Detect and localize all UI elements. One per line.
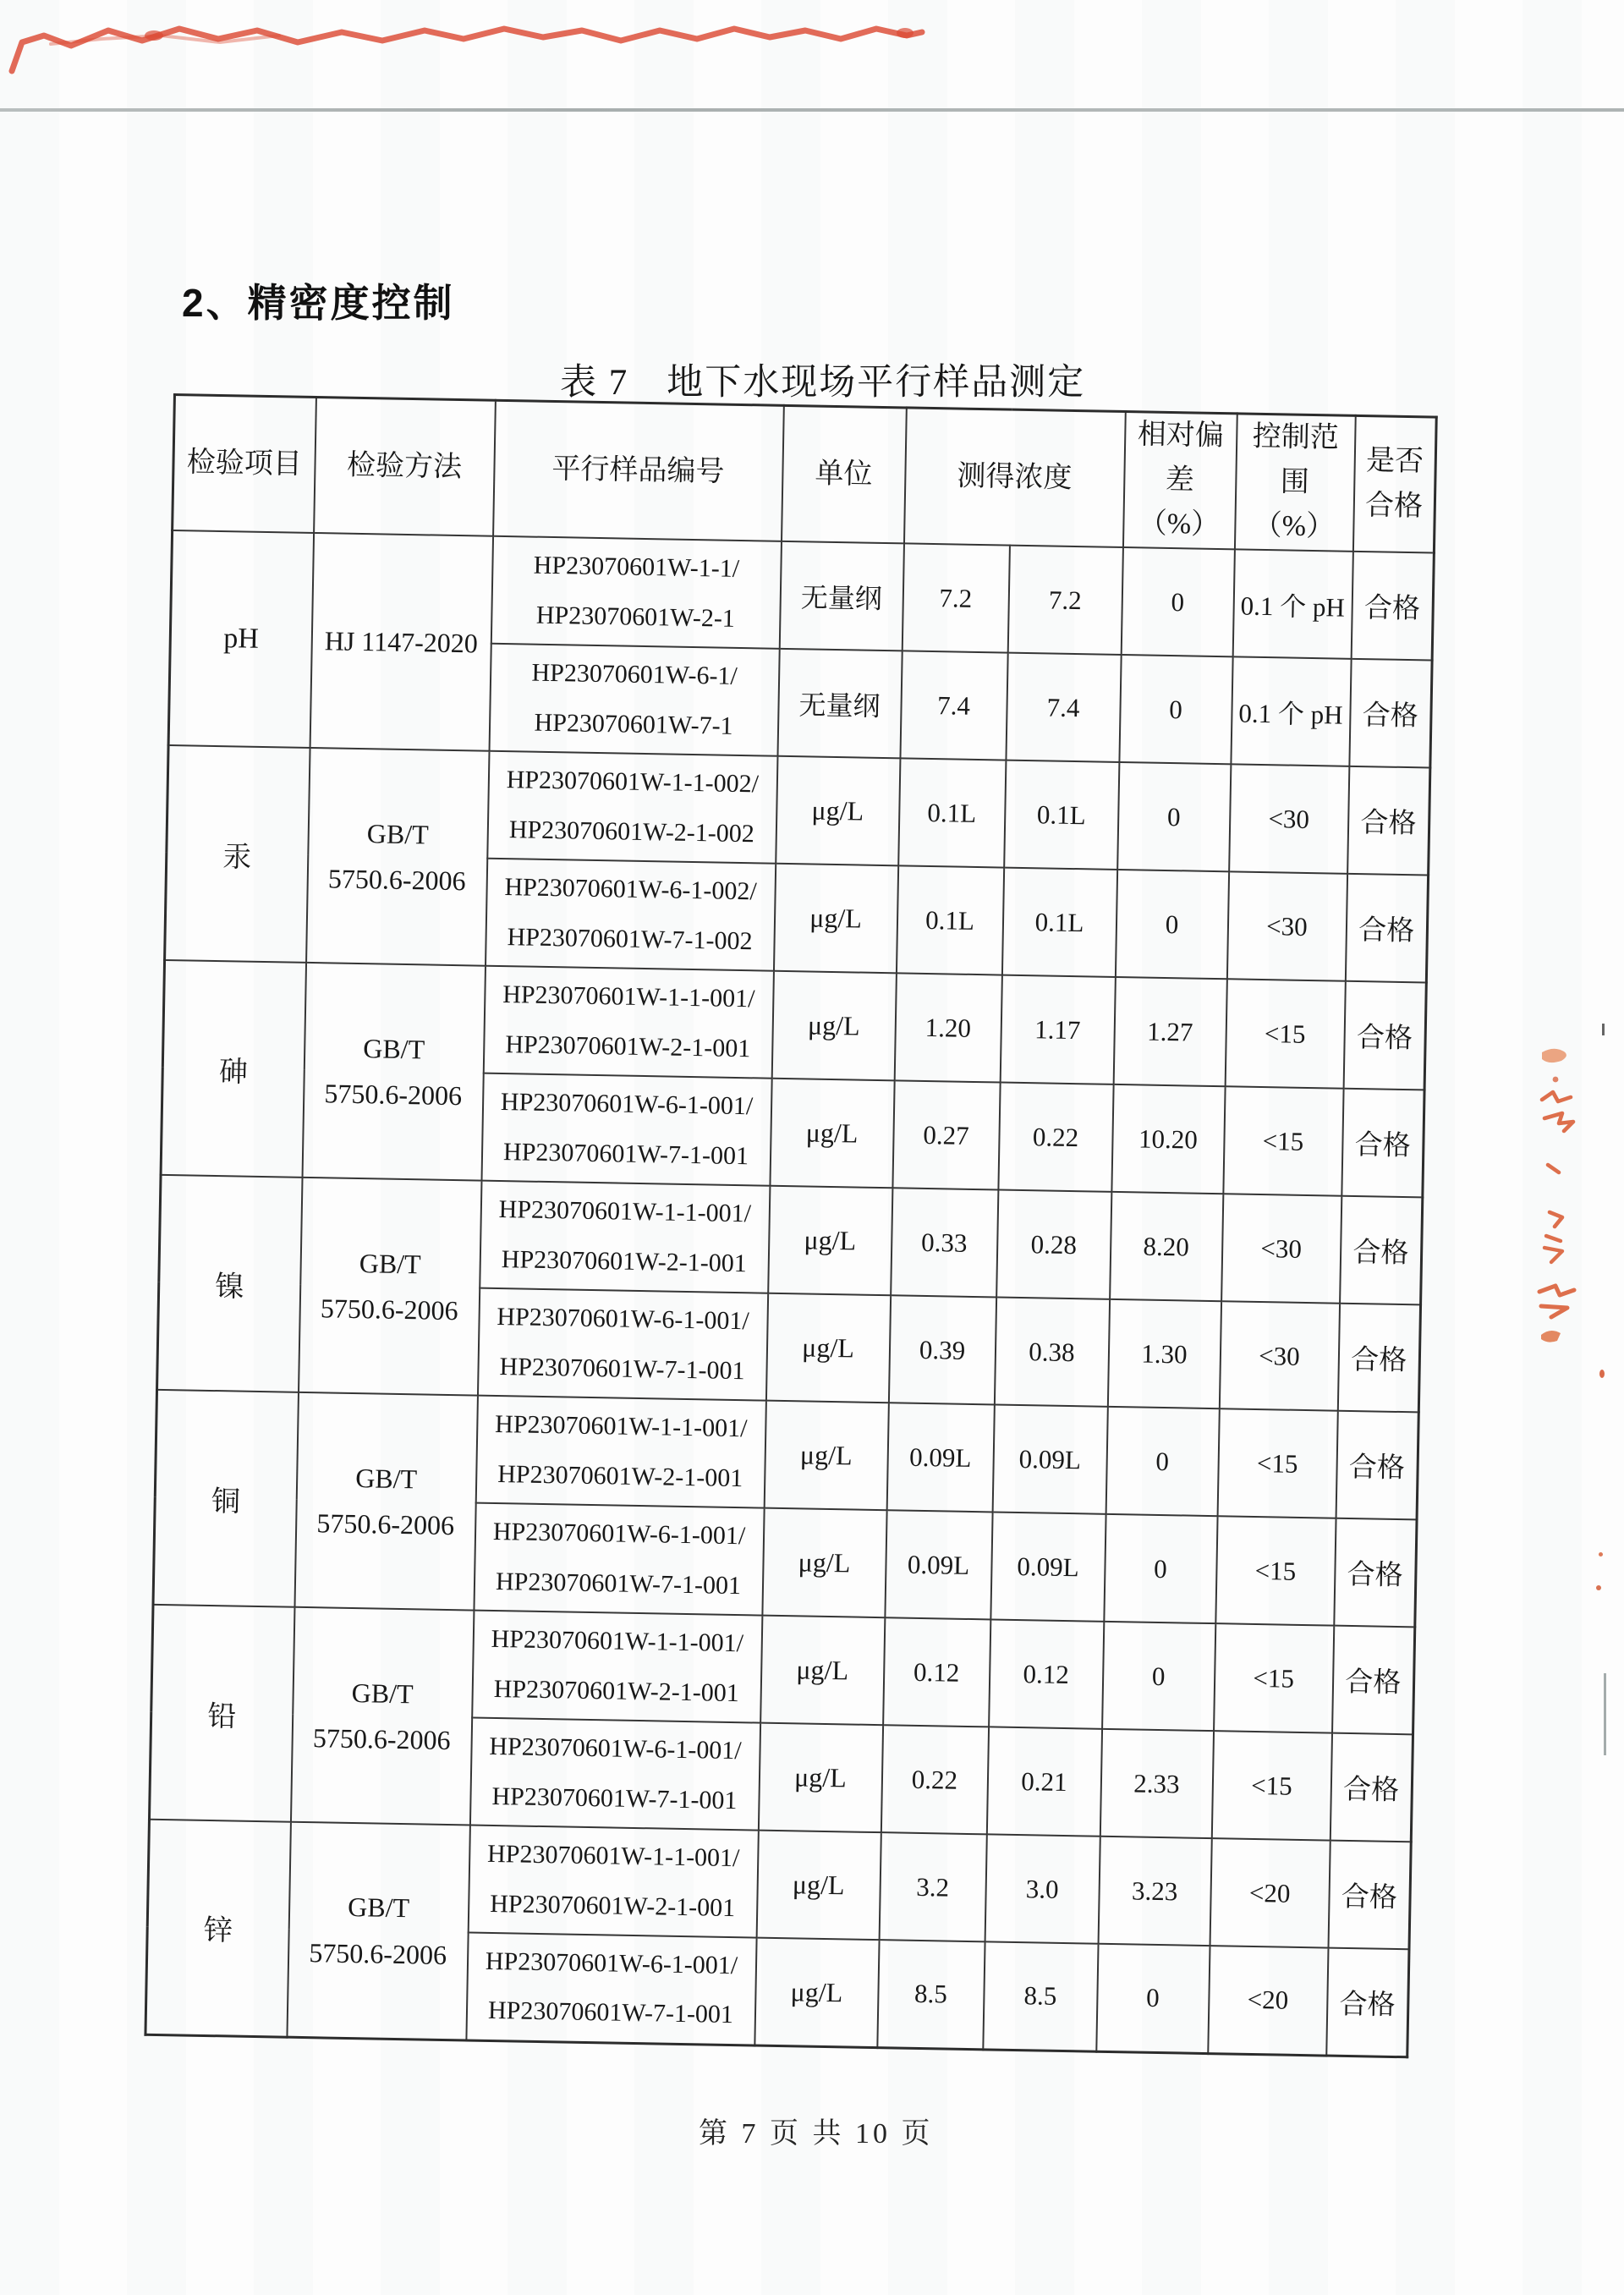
- result-cell: 合格: [1332, 1626, 1415, 1735]
- relative-deviation-cell: 0: [1104, 1514, 1217, 1623]
- header-unit: 单位: [782, 405, 907, 543]
- result-cell: 合格: [1337, 1304, 1420, 1413]
- header-relative-deviation: 相对偏差 （%）: [1122, 412, 1237, 550]
- measured-value-1-cell: 8.5: [877, 1940, 985, 2049]
- result-cell: 合格: [1336, 1411, 1418, 1520]
- unit-cell: μg/L: [773, 864, 897, 974]
- result-cell: 合格: [1347, 766, 1430, 876]
- relative-deviation-cell: 8.20: [1110, 1192, 1223, 1301]
- result-cell: 合格: [1330, 1733, 1413, 1842]
- measured-value-2-cell: 0.1L: [1004, 760, 1119, 870]
- measured-value-1-cell: 1.20: [894, 973, 1001, 1082]
- result-cell: 合格: [1340, 1196, 1423, 1305]
- unit-cell: μg/L: [776, 756, 900, 866]
- footer-page-number: 第 7 页 共 10 页: [699, 2118, 934, 2150]
- table-row: [147, 1820, 1411, 1950]
- relative-deviation-cell: 0: [1115, 870, 1228, 979]
- table-title: 表 7 地下水现场平行样品测定: [560, 363, 1086, 403]
- header-test-item: 检验项目: [173, 395, 316, 534]
- measured-value-2-cell: 0.22: [998, 1083, 1113, 1192]
- measured-value-1-cell: 7.2: [902, 543, 1009, 652]
- sample-id-cell: HP23070601W-6-1-001/ HP23070601W-7-1-001: [474, 1503, 764, 1616]
- header-pass: 是否 合格: [1352, 415, 1436, 552]
- measured-value-1-cell: 7.4: [900, 651, 1007, 760]
- test-method-cell: GB/T 5750.6-2006: [302, 963, 485, 1181]
- result-cell: 合格: [1349, 659, 1432, 768]
- sample-id-cell: HP23070601W-1-1/ HP23070601W-2-1: [491, 536, 781, 649]
- unit-cell: μg/L: [770, 1079, 894, 1189]
- table-row: [162, 960, 1426, 1090]
- test-method-cell: GB/T 5750.6-2006: [306, 748, 489, 966]
- measured-value-1-cell: 0.12: [883, 1617, 990, 1727]
- measured-value-1-cell: 0.1L: [896, 865, 1003, 975]
- table-header-row: [173, 395, 1437, 553]
- test-method-cell: GB/T 5750.6-2006: [287, 1822, 469, 2040]
- control-range-cell: <20: [1208, 1946, 1328, 2055]
- result-cell: 合格: [1328, 1841, 1411, 1950]
- control-range-cell: <15: [1225, 979, 1345, 1088]
- red-margin-marks: [1535, 1040, 1588, 1355]
- measured-value-2-cell: 0.1L: [1001, 868, 1116, 977]
- control-range-cell: <20: [1210, 1838, 1330, 1947]
- unit-cell: 无量纲: [777, 649, 902, 759]
- measured-value-1-cell: 0.09L: [886, 1403, 994, 1512]
- sample-id-cell: HP23070601W-1-1-001/ HP23070601W-2-1-001: [472, 1611, 762, 1723]
- sample-id-cell: HP23070601W-1-1-001/ HP23070601W-2-1-001: [475, 1396, 765, 1508]
- relative-deviation-cell: 0: [1106, 1407, 1219, 1516]
- unit-cell: μg/L: [760, 1616, 885, 1726]
- relative-deviation-cell: 1.27: [1113, 977, 1226, 1086]
- result-cell: 合格: [1334, 1518, 1417, 1628]
- test-item-cell: 铅: [149, 1605, 294, 1822]
- relative-deviation-cell: 0: [1096, 1944, 1210, 2053]
- measured-value-2-cell: 0.12: [989, 1619, 1104, 1728]
- control-range-cell: 0.1 个 pH: [1232, 549, 1352, 658]
- control-range-cell: <30: [1219, 1301, 1339, 1410]
- result-cell: 合格: [1341, 1089, 1424, 1198]
- table-row: [155, 1390, 1418, 1520]
- measured-value-2-cell: 0.09L: [992, 1405, 1107, 1514]
- red-scribble-annotation: [0, 5, 947, 98]
- sample-id-cell: HP23070601W-1-1-001/ HP23070601W-2-1-001: [483, 966, 773, 1079]
- red-speck: [1599, 1552, 1603, 1557]
- test-item-cell: 镍: [157, 1175, 302, 1392]
- measured-value-2-cell: 3.0: [985, 1834, 1100, 1943]
- measured-value-1-cell: 3.2: [879, 1832, 986, 1941]
- sample-id-cell: HP23070601W-1-1-001/ HP23070601W-2-1-001: [468, 1826, 758, 1938]
- result-cell: 合格: [1345, 874, 1428, 983]
- relative-deviation-cell: 10.20: [1111, 1084, 1225, 1194]
- header-test-method: 检验方法: [314, 397, 496, 535]
- table-body: [145, 530, 1434, 2056]
- edge-mark-dash: [1602, 1024, 1605, 1035]
- table-row: [170, 530, 1434, 661]
- test-method-cell: GB/T 5750.6-2006: [290, 1607, 473, 1826]
- sample-id-cell: HP23070601W-6-1-001/ HP23070601W-7-1-001: [481, 1073, 771, 1186]
- control-range-cell: <15: [1223, 1086, 1343, 1195]
- unit-cell: μg/L: [765, 1293, 890, 1403]
- relative-deviation-cell: 0: [1117, 762, 1231, 871]
- control-range-cell: <15: [1215, 1516, 1336, 1625]
- header-measured-concentration: 测得浓度: [903, 408, 1125, 547]
- measured-value-2-cell: 1.17: [1000, 975, 1115, 1084]
- test-method-cell: GB/T 5750.6-2006: [299, 1178, 481, 1396]
- unit-cell: μg/L: [756, 1831, 881, 1941]
- header-control-range: 控制范围 （%）: [1234, 414, 1355, 552]
- unit-cell: μg/L: [768, 1186, 892, 1296]
- control-range-cell: <15: [1217, 1408, 1337, 1518]
- relative-deviation-cell: 3.23: [1098, 1837, 1211, 1946]
- red-speck: [1596, 1585, 1601, 1590]
- test-item-cell: 汞: [165, 745, 310, 963]
- edge-mark-line: [1604, 1673, 1606, 1755]
- measured-value-1-cell: 0.33: [891, 1188, 998, 1297]
- test-item-cell: 砷: [161, 960, 305, 1178]
- measured-value-2-cell: 0.38: [994, 1298, 1109, 1407]
- control-range-cell: <15: [1211, 1731, 1331, 1840]
- sample-id-cell: HP23070601W-1-1-001/ HP23070601W-2-1-001: [480, 1181, 770, 1293]
- relative-deviation-cell: 1.30: [1107, 1299, 1221, 1408]
- relative-deviation-cell: 0: [1121, 547, 1234, 656]
- measured-value-1-cell: 0.1L: [898, 758, 1006, 867]
- sample-id-cell: HP23070601W-6-1-001/ HP23070601W-7-1-001: [469, 1718, 760, 1831]
- relative-deviation-cell: 0: [1119, 655, 1232, 764]
- control-range-cell: <30: [1226, 871, 1347, 980]
- section-heading: 2、精密度控制: [182, 281, 455, 325]
- measured-value-2-cell: 0.09L: [990, 1513, 1106, 1622]
- red-dot-mark: [1599, 1370, 1605, 1378]
- table-header: [173, 395, 1437, 553]
- measured-value-2-cell: 8.5: [983, 1941, 1098, 2051]
- sample-id-cell: HP23070601W-6-1-002/ HP23070601W-7-1-002: [486, 859, 776, 971]
- measured-value-1-cell: 0.27: [892, 1080, 1000, 1189]
- test-method-cell: HJ 1147-2020: [310, 533, 492, 751]
- sample-id-cell: HP23070601W-6-1-001/ HP23070601W-7-1-001: [466, 1933, 756, 2045]
- test-item-cell: 锌: [145, 1820, 290, 2037]
- unit-cell: μg/L: [754, 1938, 879, 2048]
- unit-cell: μg/L: [758, 1723, 882, 1833]
- measured-value-2-cell: 0.28: [996, 1190, 1111, 1299]
- unit-cell: μg/L: [762, 1508, 886, 1618]
- control-range-cell: <30: [1229, 764, 1349, 873]
- control-range-cell: 0.1 个 pH: [1231, 656, 1351, 766]
- test-item-cell: pH: [168, 530, 313, 748]
- unit-cell: μg/L: [764, 1401, 888, 1511]
- page-top-divider: [0, 108, 1624, 112]
- measured-value-2-cell: 7.4: [1006, 653, 1121, 762]
- table-row: [167, 745, 1430, 876]
- table-row: [151, 1605, 1415, 1735]
- relative-deviation-cell: 2.33: [1100, 1729, 1213, 1838]
- measured-value-2-cell: 7.2: [1007, 546, 1122, 655]
- measured-value-2-cell: 0.21: [986, 1727, 1101, 1836]
- unit-cell: μg/L: [771, 971, 896, 1081]
- measured-value-1-cell: 0.39: [888, 1295, 996, 1404]
- test-method-cell: GB/T 5750.6-2006: [294, 1392, 477, 1611]
- test-item-cell: 铜: [153, 1390, 298, 1607]
- control-range-cell: <15: [1214, 1623, 1334, 1732]
- table-row: [159, 1175, 1423, 1305]
- relative-deviation-cell: 0: [1102, 1622, 1215, 1731]
- result-cell: 合格: [1326, 1948, 1409, 2057]
- measured-value-1-cell: 0.22: [881, 1725, 988, 1834]
- header-sample-id: 平行样品编号: [493, 400, 784, 541]
- sample-id-cell: HP23070601W-6-1/ HP23070601W-7-1: [489, 644, 779, 756]
- control-range-cell: <30: [1221, 1194, 1341, 1303]
- qc-table: [144, 393, 1437, 2058]
- unit-cell: 无量纲: [779, 541, 903, 651]
- result-cell: 合格: [1343, 981, 1426, 1090]
- measured-value-1-cell: 0.09L: [885, 1510, 992, 1619]
- sample-id-cell: HP23070601W-1-1-002/ HP23070601W-2-1-002: [487, 751, 777, 864]
- result-cell: 合格: [1351, 552, 1434, 661]
- sample-id-cell: HP23070601W-6-1-001/ HP23070601W-7-1-001: [477, 1288, 767, 1401]
